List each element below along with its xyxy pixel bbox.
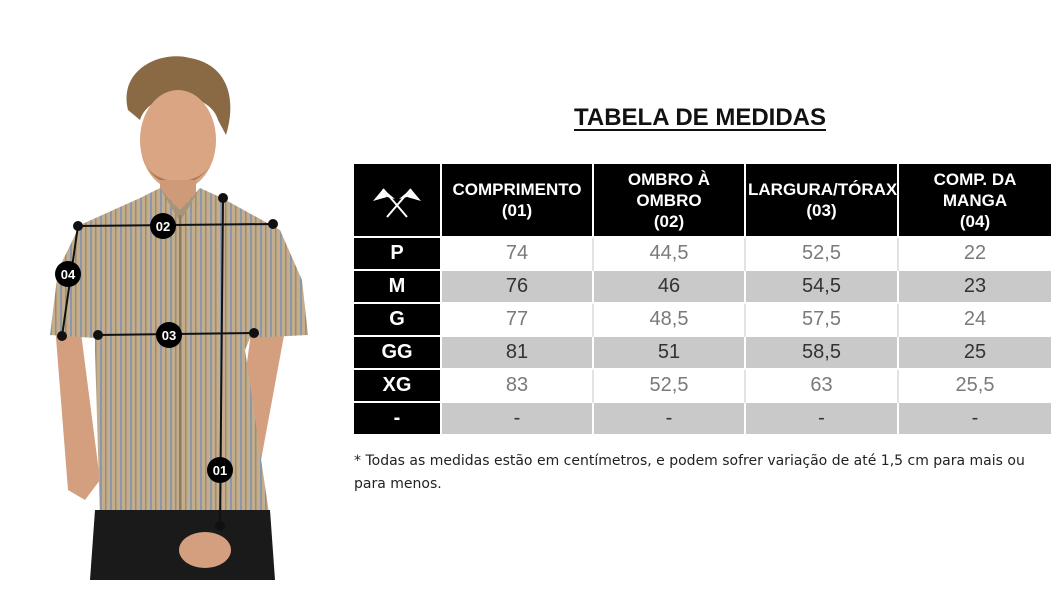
left-arm <box>55 325 100 500</box>
brand-logo-cell <box>354 164 441 237</box>
face <box>140 90 216 190</box>
table-cell: 51 <box>593 336 745 369</box>
table-cell: 44,5 <box>593 237 745 270</box>
marker-02-label: 02 <box>155 219 171 234</box>
table-row <box>354 270 1051 303</box>
col-largura <box>745 164 898 237</box>
size-label: M <box>354 270 441 303</box>
table-cell: 76 <box>441 270 593 303</box>
table-cell: 58,5 <box>745 336 898 369</box>
table-cell: 23 <box>898 270 1051 303</box>
table-cell: 74 <box>441 237 593 270</box>
table-cell: 25 <box>898 336 1051 369</box>
col-label-2: MANGA <box>942 190 1008 210</box>
table-cell: - <box>441 402 593 434</box>
col-label: COMPRIMENTO <box>452 180 582 199</box>
table-cell: 52,5 <box>593 369 745 402</box>
col-manga <box>898 164 1051 237</box>
col-code: (01) <box>501 201 533 220</box>
col-ombro <box>593 164 745 237</box>
size-label: GG <box>354 336 441 369</box>
marker-02 <box>150 213 176 239</box>
marker-03-label: 03 <box>161 328 177 343</box>
table-cell: 77 <box>441 303 593 336</box>
table-cell: 52,5 <box>745 237 898 270</box>
table-cell: 24 <box>898 303 1051 336</box>
size-label: P <box>354 237 441 270</box>
table-cell: 57,5 <box>745 303 898 336</box>
col-label: OMBRO À <box>627 169 711 189</box>
table-cell: 81 <box>441 336 593 369</box>
table-row <box>354 369 1051 402</box>
table-cell: 25,5 <box>898 369 1051 402</box>
table-cell: - <box>745 402 898 434</box>
col-label-2: OMBRO <box>636 190 702 210</box>
model-illustration <box>40 50 320 580</box>
marker-04-label: 04 <box>60 267 76 282</box>
size-label: XG <box>354 369 441 402</box>
crossed-flags-icon <box>373 181 421 219</box>
table-cell: 48,5 <box>593 303 745 336</box>
marker-03 <box>156 322 182 348</box>
hand <box>179 532 231 568</box>
table-row <box>354 336 1051 369</box>
size-label: G <box>354 303 441 336</box>
table-cell: - <box>593 402 745 434</box>
col-code: (04) <box>959 211 991 231</box>
marker-01 <box>207 457 233 483</box>
table-cell: 54,5 <box>745 270 898 303</box>
col-code: (03) <box>806 201 837 220</box>
size-label: - <box>354 402 441 434</box>
table-cell: 83 <box>441 369 593 402</box>
size-table <box>354 164 1051 434</box>
table-cell: 22 <box>898 237 1051 270</box>
shirt-measurement-diagram <box>40 50 320 580</box>
col-comprimento <box>441 164 593 237</box>
col-code: (02) <box>653 211 685 231</box>
footnote: * Todas as medidas estão em centímetros, e podem sofrer variação de até 1,5 cm para mais ou para menos. <box>354 453 1025 492</box>
marker-01-label: 01 <box>212 463 228 478</box>
page-title: TABELA DE MEDIDAS <box>574 104 826 131</box>
marker-04 <box>55 261 81 287</box>
table-row <box>354 237 1051 270</box>
table-cell: 46 <box>593 270 745 303</box>
col-label: LARGURA/TÓRAX <box>748 180 898 199</box>
table-row <box>354 402 1051 434</box>
table-cell: 63 <box>745 369 898 402</box>
table-cell: - <box>898 402 1051 434</box>
header-row <box>354 164 1051 237</box>
table-row <box>354 303 1051 336</box>
col-label: COMP. DA <box>933 169 1017 189</box>
